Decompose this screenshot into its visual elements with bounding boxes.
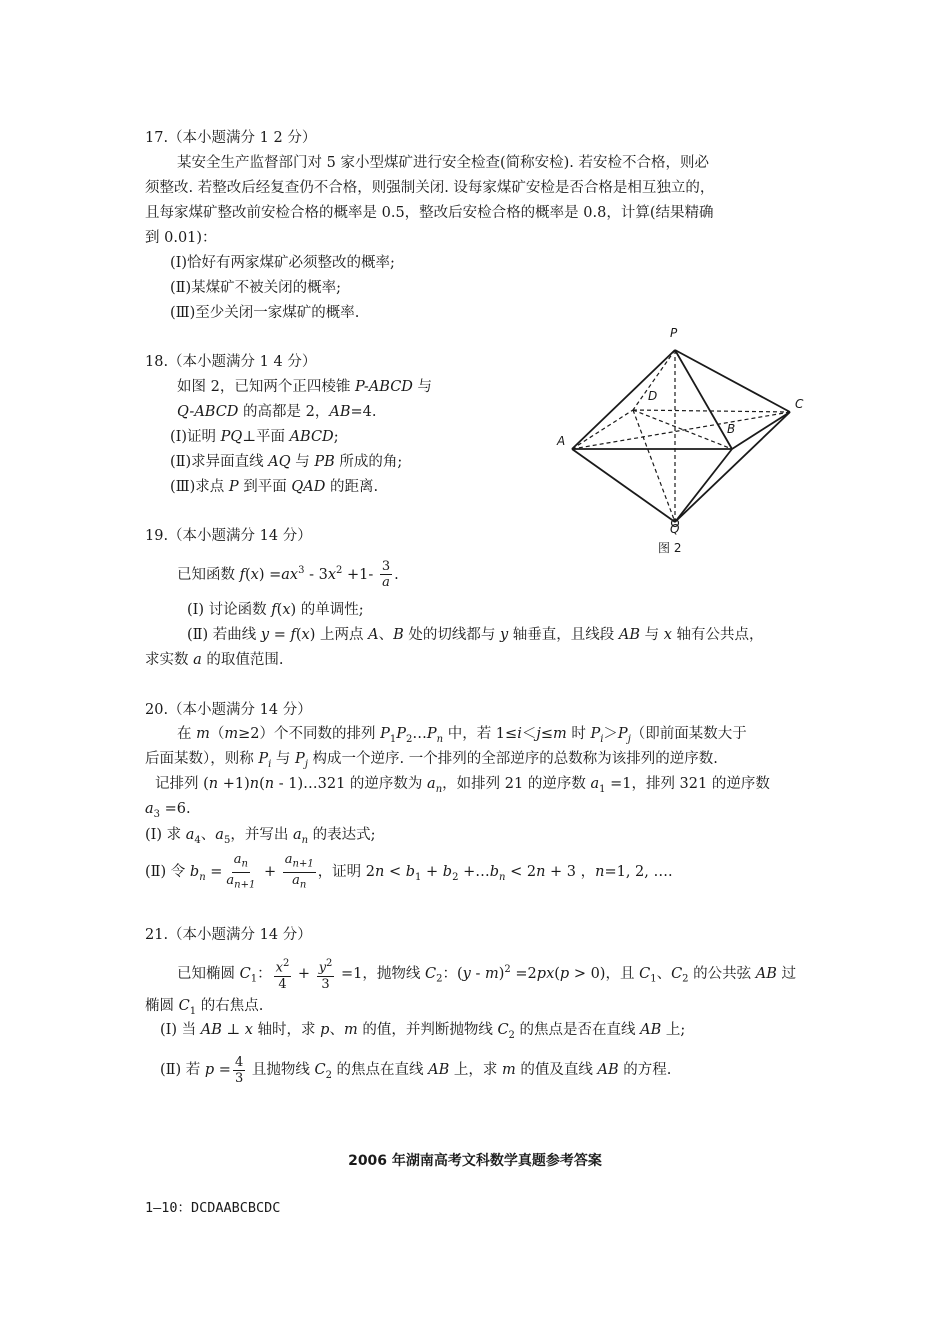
q17-header: 17.（本小题满分 1 2 分） — [145, 130, 317, 146]
q20-header: 20.（本小题满分 14 分） — [145, 702, 312, 718]
q20-fraction-2: $\frac{a_{n+1}}{a_n}$ — [284, 852, 314, 891]
edge-QA — [572, 449, 675, 522]
edge-QB — [675, 449, 732, 522]
q21-fraction-p: $\frac{4}{3}$ — [234, 1054, 244, 1086]
q18-line1: 如图 2，已知两个正四棱锥 P-ABCD 与 — [177, 379, 433, 395]
q21-line1: 已知椭圆 $C_1$： $\frac{x^2}{4}$ + $\frac{y^2}{3}$ =1，抛物线 $C_2$：(y - m)$^2$ =2px(p > 0)，且 $C_1$、$C_2$ 的公共弦 AB 过 — [177, 958, 797, 992]
q20-part-ii: (Ⅱ) 令 $b_n$ = $\frac{a_n}{a_{n+1}}$ + $\frac{a_{n+1}}{a_n}$ ，证明 $2n < b_1 + b_2$ $+\dots b_n < 2n + 3$ ，n=1, 2, …. — [145, 852, 673, 891]
edge-BC — [732, 412, 790, 449]
q17-part-ii: (Ⅱ)某煤矿不被关闭的概率; — [170, 280, 342, 296]
q18-header: 18.（本小题满分 1 4 分） — [145, 354, 317, 370]
q20-line2: 后面某数），则称 $P_i$ 与 $P_j$ 构成一个逆序. 一个排列的全部逆序的总数称为该排列的逆序数. — [145, 751, 718, 770]
q18-part-i: (Ⅰ)证明 PQ⊥平面 ABCD; — [170, 429, 339, 445]
q21-part-ii: (Ⅱ) 若 p = $\frac{4}{3}$ 且抛物线 $C_2$ 的焦点在直线 AB 上，求 m 的值及直线 AB 的方程. — [160, 1054, 672, 1086]
diagonal-BD-hidden — [633, 410, 732, 449]
q17-part-iii: (Ⅲ)至少关闭一家煤矿的概率. — [170, 305, 360, 321]
q18-part-iii: (Ⅲ)求点 P 到平面 QAD 的距离. — [170, 479, 379, 495]
answers-title: 2006 年湖南高考文科数学真题参考答案 — [348, 1153, 602, 1169]
q21-line2: 椭圆 $C_1$ 的右焦点. — [145, 998, 264, 1017]
q17-part-i: (Ⅰ)恰好有两家煤矿必须整改的概率; — [170, 255, 395, 271]
q21-fraction-x: $\frac{x^2}{4}$ — [275, 958, 290, 992]
q20-line4: $a_3 =6$. — [145, 801, 191, 820]
q20-line3: 记排列 (n +1)n(n - 1)…321 的逆序数为 $a_n$，如排列 21 的逆序数 $a_1 =1$，排列 321 的逆序数 — [155, 776, 770, 795]
q21-fraction-y: $\frac{y^2}{3}$ — [318, 958, 333, 992]
q19-line1: 已知函数 $f(x) =ax^3 - 3x^2 +1-$ $\frac{3}{a}$ . — [177, 559, 399, 591]
label-C: C — [795, 397, 804, 411]
label-Q: Q — [670, 522, 680, 536]
q17-line4: 到 0.01)： — [145, 230, 217, 246]
figure-octahedron — [550, 322, 820, 562]
q19-part-ii: (Ⅱ) 若曲线 y = f(x) 上两点 A、B 处的切线都与 y 轴垂直，且线段 AB 与 x 轴有公共点， — [187, 627, 764, 643]
q19-header: 19.（本小题满分 14 分） — [145, 528, 312, 544]
label-P: P — [670, 326, 678, 340]
label-B: B — [727, 422, 736, 436]
q20-fraction-1: $\frac{a_n}{a_{n+1}}$ — [226, 852, 256, 891]
q20-line1: 在 m（m≥2）个不同数的排列 $P_1P_2\dots P_n$ 中，若 1≤i＜j≤m 时 $P_i>P_j$（即前面某数大于 — [177, 726, 747, 745]
q21-header: 21.（本小题满分 14 分） — [145, 927, 312, 943]
q19-fraction: $\frac{3}{a}$ — [381, 559, 391, 591]
q17-line3: 且每家煤矿整改前安检合格的概率是 0.5，整改后安检合格的概率是 0.8，计算(结果精确 — [145, 205, 714, 221]
label-A: A — [557, 434, 566, 448]
edge-PA — [572, 350, 675, 449]
edge-AD-hidden — [572, 410, 633, 449]
q19-line4: 求实数 a 的取值范围. — [145, 652, 284, 668]
figure-caption: 图 2 — [658, 541, 682, 555]
q17-line1: 某安全生产监督部门对 5 家小型煤矿进行安全检查(简称安检). 若安检不合格，则必 — [177, 155, 709, 171]
q21-part-i: (Ⅰ) 当 AB ⊥ x 轴时，求 p、m 的值，并判断抛物线 $C_2$ 的焦点是否在直线 AB 上; — [160, 1022, 686, 1041]
answers-line1: 1—10：DCDAABCBCDC — [145, 1200, 281, 1216]
q17-line2: 须整改. 若整改后经复查仍不合格，则强制关闭. 设每家煤矿安检是否合格是相互独立的， — [145, 180, 715, 196]
q20-part-i: (Ⅰ) 求 $a_4$、$a_5$，并写出 $a_n$ 的表达式; — [145, 827, 376, 846]
label-D: D — [648, 389, 658, 403]
q19-part-i: (Ⅰ) 讨论函数 f(x) 的单调性; — [187, 602, 364, 618]
edge-QD-hidden — [633, 410, 675, 522]
q18-line2: Q-ABCD 的高都是 2，AB=4. — [177, 404, 377, 420]
q18-part-ii: (Ⅱ)求异面直线 AQ 与 PB 所成的角; — [170, 454, 403, 470]
